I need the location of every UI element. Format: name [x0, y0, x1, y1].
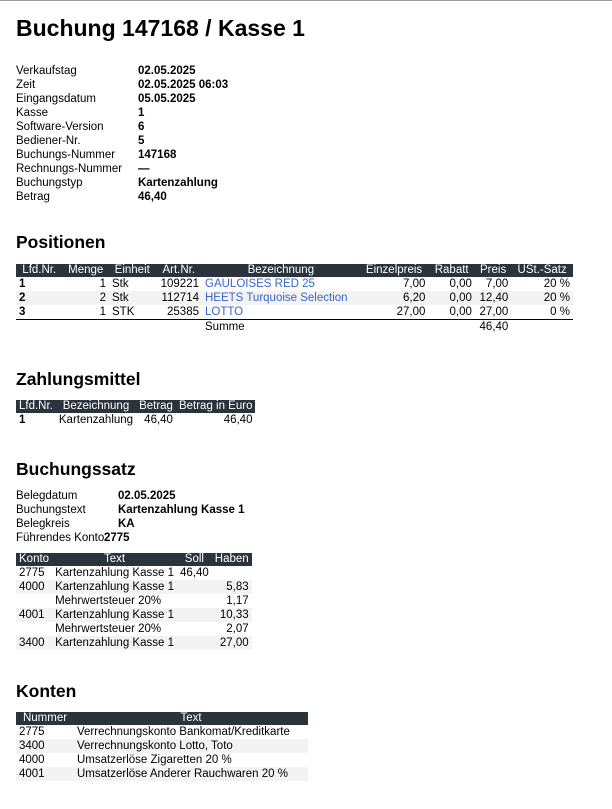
- info-label: Zeit: [16, 79, 36, 91]
- cell-text: Verrechnungskonto Lotto, Toto: [74, 739, 308, 753]
- info-value: 6: [138, 121, 145, 133]
- column-header: Konto: [16, 553, 52, 566]
- cell-preis: 12,40: [475, 291, 511, 305]
- sum-value: 46,40: [475, 320, 511, 335]
- cell-lfd: 1: [16, 413, 56, 427]
- info-label: Eingangsdatum: [16, 93, 96, 105]
- cell-text: Umsatzerlöse Anderer Rauchwaren 20 %: [74, 767, 308, 781]
- info-value: —: [138, 163, 150, 175]
- cell-rabatt: 0,00: [428, 291, 475, 305]
- info-label: Kasse: [16, 107, 48, 119]
- article-link[interactable]: LOTTO: [202, 305, 360, 320]
- section-heading-zahlungsmittel: Zahlungsmittel: [16, 369, 141, 389]
- info-row: [16, 64, 228, 78]
- cell-soll: [177, 608, 212, 622]
- cell-einzelpreis: 7,00: [360, 277, 429, 291]
- cell-lfd: 1: [16, 277, 63, 291]
- accounts-table: [16, 712, 308, 781]
- column-header: Preis: [475, 264, 511, 277]
- info-value: 46,40: [138, 191, 167, 203]
- cell-rabatt: 0,00: [428, 305, 475, 320]
- cell-haben: [212, 566, 252, 580]
- column-header: Soll: [177, 553, 212, 566]
- info-row: [16, 190, 228, 204]
- column-header: Menge: [63, 264, 110, 277]
- info-value: Kartenzahlung Kasse 1: [118, 504, 245, 516]
- info-value: 5: [138, 135, 145, 147]
- cell-soll: [177, 622, 212, 636]
- info-value: 2775: [104, 532, 130, 544]
- cell-konto: [16, 622, 52, 636]
- column-header: Lfd.Nr.: [16, 400, 56, 413]
- cell-betrag-euro: 46,40: [176, 413, 256, 427]
- column-header: Bezeichnung: [56, 400, 136, 413]
- info-label: Bediener-Nr.: [16, 135, 81, 147]
- info-row: [16, 92, 228, 106]
- cell-text: Kartenzahlung Kasse 1: [52, 636, 177, 650]
- buchungssatz-info: [16, 489, 245, 545]
- cell-text: Mehrwertsteuer 20%: [52, 622, 177, 636]
- cell-bezeichnung: Kartenzahlung: [56, 413, 136, 427]
- sum-label: Summe: [202, 320, 360, 335]
- section-heading-positionen: Positionen: [16, 232, 106, 252]
- info-label: Software-Version: [16, 121, 104, 133]
- cell-nummer: 2775: [16, 725, 74, 739]
- positions-table: [16, 264, 573, 334]
- info-row: [16, 176, 228, 190]
- cell-einheit: STK: [109, 305, 156, 320]
- info-row: [16, 78, 228, 92]
- cell-soll: [177, 594, 212, 608]
- info-row: [16, 162, 228, 176]
- cell-konto: 4001: [16, 608, 52, 622]
- info-value: 02.05.2025: [138, 65, 196, 77]
- cell-text: Kartenzahlung Kasse 1: [52, 566, 177, 580]
- cell-lfd: 3: [16, 305, 63, 320]
- sum-row: [16, 320, 573, 335]
- cell-einzelpreis: 27,00: [360, 305, 429, 320]
- info-value: Kartenzahlung: [138, 177, 218, 189]
- info-row: [16, 148, 228, 162]
- cell-konto: [16, 594, 52, 608]
- column-header: Einzelpreis: [360, 264, 429, 277]
- cell-betrag: 46,40: [136, 413, 176, 427]
- table-row: [16, 291, 573, 305]
- info-row: [16, 120, 228, 134]
- cell-soll: [177, 636, 212, 650]
- cell-preis: 7,00: [475, 277, 511, 291]
- table-header-row: [16, 553, 252, 566]
- cell-ust: 20 %: [511, 291, 573, 305]
- column-header: Text: [74, 712, 308, 725]
- cell-haben: 5,83: [212, 580, 252, 594]
- info-label: Buchungs-Nummer: [16, 149, 116, 161]
- cell-artnr: 112714: [156, 291, 203, 305]
- cell-nummer: 4001: [16, 767, 74, 781]
- info-row: [16, 503, 245, 517]
- info-value: 05.05.2025: [138, 93, 196, 105]
- cell-haben: 2,07: [212, 622, 252, 636]
- info-value: 02.05.2025 06:03: [138, 79, 229, 91]
- cell-haben: 10,33: [212, 608, 252, 622]
- sum-spacer: [16, 320, 202, 335]
- booking-info: [16, 64, 228, 204]
- cell-haben: 27,00: [212, 636, 252, 650]
- column-header: Betrag: [136, 400, 176, 413]
- cell-einheit: Stk: [109, 291, 156, 305]
- table-row: [16, 608, 252, 622]
- cell-soll: [177, 580, 212, 594]
- info-row: [16, 489, 245, 503]
- column-header: Art.Nr.: [156, 264, 203, 277]
- table-row: [16, 622, 252, 636]
- column-header: Betrag in Euro: [176, 400, 256, 413]
- table-row: [16, 725, 308, 739]
- article-link[interactable]: GAULOISES RED 25: [202, 277, 360, 291]
- info-row: [16, 106, 228, 120]
- cell-text: Verrechnungskonto Bankomat/Kreditkarte: [74, 725, 308, 739]
- cell-konto: 2775: [16, 566, 52, 580]
- cell-einzelpreis: 6,20: [360, 291, 429, 305]
- section-heading-buchungssatz: Buchungssatz: [16, 459, 136, 479]
- cell-ust: 20 %: [511, 277, 573, 291]
- info-label: Verkaufstag: [16, 65, 77, 77]
- ledger-table: [16, 553, 252, 650]
- info-label: Belegkreis: [16, 518, 70, 530]
- payment-table: [16, 400, 255, 427]
- column-header: Rabatt: [428, 264, 475, 277]
- cell-menge: 2: [63, 291, 110, 305]
- cell-lfd: 2: [16, 291, 63, 305]
- info-value: 147168: [138, 149, 177, 161]
- cell-soll: 46,40: [177, 566, 212, 580]
- info-label: Betrag: [16, 191, 50, 203]
- column-header: USt.-Satz: [511, 264, 573, 277]
- table-row: [16, 739, 308, 753]
- table-row: [16, 636, 252, 650]
- page-title: Buchung 147168 / Kasse 1: [16, 15, 305, 41]
- table-header-row: [16, 264, 573, 277]
- article-link[interactable]: HEETS Turquoise Selection: [202, 291, 360, 305]
- cell-haben: 1,17: [212, 594, 252, 608]
- info-row: [16, 134, 228, 148]
- section-heading-konten: Konten: [16, 681, 77, 701]
- info-label: Rechnungs-Nummer: [16, 163, 123, 175]
- cell-menge: 1: [63, 277, 110, 291]
- cell-text: Kartenzahlung Kasse 1: [52, 608, 177, 622]
- column-header: Nummer: [16, 712, 74, 725]
- info-value: 02.05.2025: [118, 490, 176, 502]
- cell-artnr: 109221: [156, 277, 203, 291]
- column-header: Text: [52, 553, 177, 566]
- table-row: [16, 594, 252, 608]
- table-row: [16, 580, 252, 594]
- column-header: Einheit: [109, 264, 156, 277]
- info-label: Belegdatum: [16, 490, 78, 502]
- cell-rabatt: 0,00: [428, 277, 475, 291]
- cell-text: Umsatzerlöse Zigaretten 20 %: [74, 753, 308, 767]
- info-label: Buchungstext: [16, 504, 86, 516]
- cell-ust: 0 %: [511, 305, 573, 320]
- info-value: KA: [118, 518, 135, 530]
- table-row: [16, 566, 252, 580]
- table-header-row: [16, 400, 255, 413]
- column-header: Haben: [212, 553, 252, 566]
- column-header: Bezeichnung: [202, 264, 360, 277]
- table-row: [16, 277, 573, 291]
- cell-nummer: 3400: [16, 739, 74, 753]
- info-value: 1: [138, 107, 145, 119]
- cell-text: Mehrwertsteuer 20%: [52, 594, 177, 608]
- cell-konto: 3400: [16, 636, 52, 650]
- info-label: Buchungstyp: [16, 177, 83, 189]
- info-label: Führendes Konto: [16, 532, 105, 544]
- info-row: [16, 517, 245, 531]
- cell-konto: 4000: [16, 580, 52, 594]
- table-row: [16, 767, 308, 781]
- cell-artnr: 25385: [156, 305, 203, 320]
- table-row: [16, 753, 308, 767]
- cell-preis: 27,00: [475, 305, 511, 320]
- cell-einheit: Stk: [109, 277, 156, 291]
- table-row: [16, 305, 573, 320]
- cell-menge: 1: [63, 305, 110, 320]
- table-row: [16, 413, 255, 427]
- table-header-row: [16, 712, 308, 725]
- cell-nummer: 4000: [16, 753, 74, 767]
- info-row: [16, 531, 245, 545]
- column-header: Lfd.Nr.: [16, 264, 63, 277]
- cell-text: Kartenzahlung Kasse 1: [52, 580, 177, 594]
